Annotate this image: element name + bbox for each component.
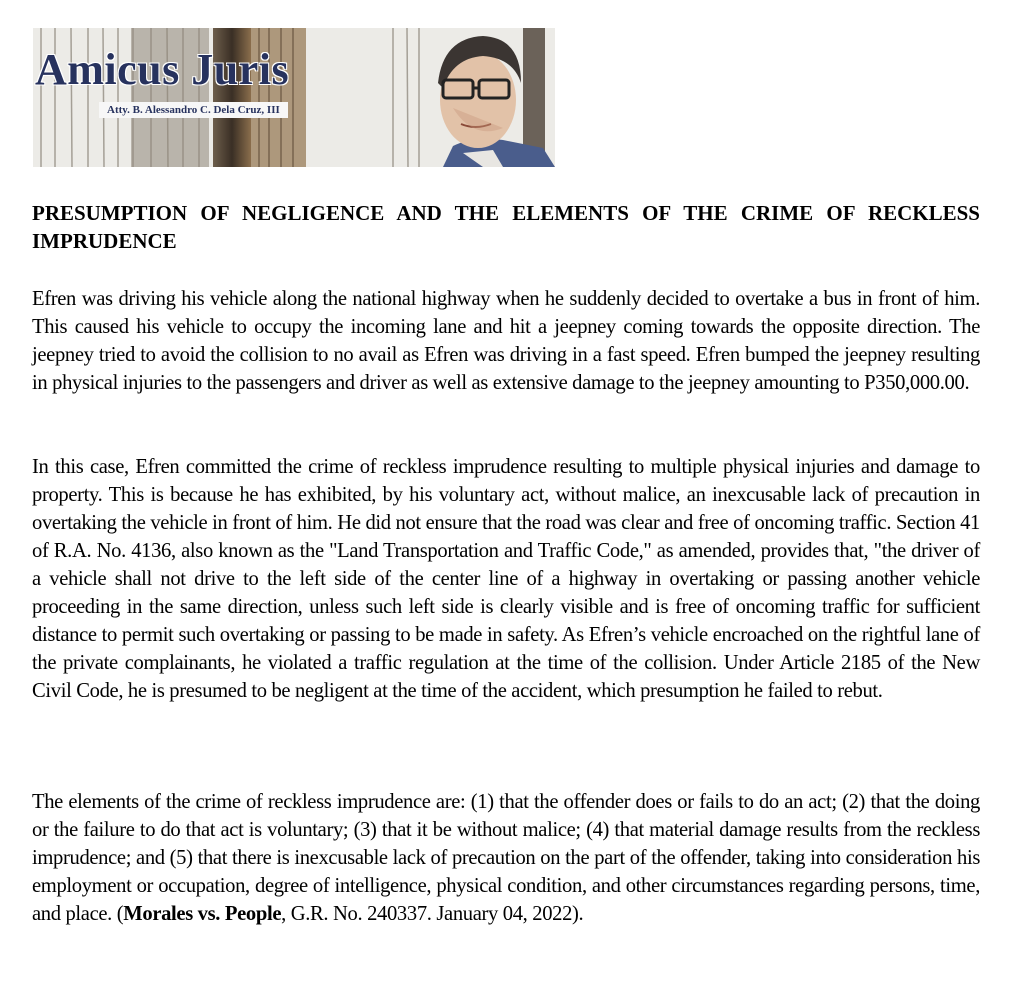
article-paragraph-2: In this case, Efren committed the crime of reckless imprudence resulting to multiple physical injuries and damage to property. This is because he has exhibited, by his voluntary act, without malice, an inexcusable lack of precaution in overtaking the vehicle in front of him. He did not ensure that the road was clear and free of oncoming traffic. Section 41 of R.A. No. 4136, also known as the "Land Transportation and Traffic Code," as amended, provides that, "the driver of a vehicle shall not drive to the left side of the center line of a highway in overtaking or passing another vehicle proceeding in the same direction, unless such left side is clearly visible and is free of oncoming traffic for sufficient distance to permit such overtaking or passing to be made in safety. As Efren’s vehicle encroached on the rightful lane of the private complainants, he violated a traffic regulation at the time of the collision. Under Article 2185 of the New Civil Code, he is presumed to be negligent at the time of the accident, which presumption he failed to rebut. [32, 456, 980, 702]
article-paragraph-1: Efren was driving his vehicle along the national highway when he suddenly decided to overtake a bus in front of him. This caused his vehicle to occupy the incoming lane and hit a jeepney coming towards the opposite direction. The jeepney tried to avoid the collision to no avail as Efren was driving in a fast speed. Efren bumped the jeepney resulting in physical injuries to the passengers and driver as well as extensive damage to the jeepney amounting to P350,000.00. [32, 288, 980, 394]
paragraph-3-text: The elements of the crime of reckless imprudence are: (1) that the offender does or fails to do an act; (2) that the doing or the failure to do that act is voluntary; (3) that it be without malice; (4) that material damage results from the reckless imprudence; and (5) that there is inexcusable lack of precaution on the part of the offender, taking into consideration his employment or occupation, degree of intelligence, physical condition, and other circumstances regarding persons, time, and place. ( [32, 791, 980, 925]
article-heading: PRESUMPTION OF NEGLIGENCE AND THE ELEMENTS OF THE CRIME OF RECKLESS IMPRUDENCE [32, 201, 980, 253]
banner-author-name: Atty. B. Alessandro C. Dela Cruz, III [99, 102, 288, 118]
citation-case-name: Morales vs. People [123, 903, 282, 925]
citation-details: , G.R. No. 240337. January 04, 2022). [281, 903, 584, 925]
article-paragraph-3 [32, 788, 980, 928]
header-banner [33, 28, 555, 167]
banner-title: Amicus Juris [35, 45, 290, 94]
